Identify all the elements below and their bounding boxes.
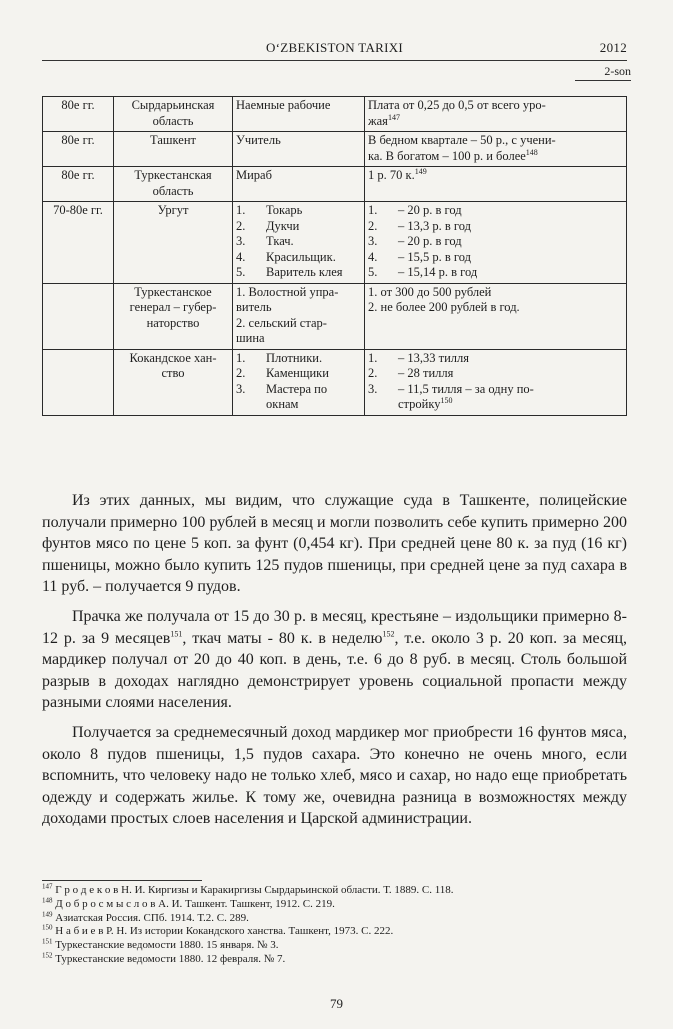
cell-line: ка. В богатом – 100 р. и более$^{148}$: [368, 147, 538, 163]
cell-line: 4. Красильщик.: [236, 249, 336, 264]
item-number: 3.: [236, 381, 246, 396]
cell-line: 2. не более 200 рублей в год.: [368, 300, 520, 314]
cell-region: [114, 97, 233, 132]
cell-line: Мираб: [236, 168, 272, 182]
footnote-ref: 149: [414, 166, 427, 176]
cell-line: Наемные рабочие: [236, 98, 331, 112]
issue-number: 2-son: [604, 64, 631, 78]
cell-pay: [365, 349, 627, 415]
item-number: 2.: [368, 218, 378, 233]
item-number: 1.: [368, 203, 378, 217]
cell-line: область: [152, 113, 194, 128]
cell-occupation: [233, 283, 365, 349]
cell-line: Сырдарьинская: [131, 98, 215, 112]
cell-occupation: [233, 97, 365, 132]
item-number: 3.: [368, 234, 378, 248]
item-number: 4.: [236, 249, 246, 264]
cell-region: [114, 132, 233, 167]
cell-period: 80е гг.: [43, 97, 114, 132]
table-row: [43, 167, 627, 202]
footnote-number: 147: [42, 882, 53, 891]
cell-line: 5. Варитель клея: [236, 265, 343, 279]
cell-occupation: [233, 132, 365, 167]
cell-pay: [365, 97, 627, 132]
cell-line: Плата от 0,25 до 0,5 от всего уро-: [368, 98, 546, 112]
footnote-number: 151: [42, 937, 53, 946]
footnote-number: 148: [42, 896, 53, 905]
footnote-ref: 148: [525, 147, 538, 157]
cell-line: область: [152, 183, 194, 198]
footnote: $^{151}$ Туркестанские ведомости 1880. 15 января. № 3.: [42, 937, 279, 952]
table-row: [43, 202, 627, 284]
cell-line: 1. Токарь: [236, 203, 303, 217]
cell-region: [114, 167, 233, 202]
paragraph: Получается за среднемесячный доход мардикер мог приобрести 16 фунтов мяса, около 8 пудов пшеницы, 1,5 пудов сахара. Это конечно не очень много, если вспомнить, что человеку надо не только хлеб, мясо и сахар, но надо еще приобретать одежду и содержать жилье. К тому же, очевидна разница в возможностях между доходами простых слоев населения и Царской администрации.: [42, 723, 627, 828]
cell-line: 3. – 11,5 тилля – за одну по-: [368, 381, 534, 396]
footnote-ref: 151: [170, 629, 183, 639]
cell-line: Туркестанская: [134, 168, 212, 182]
paragraph: Из этих данных, мы видим, что служащие суда в Ташкенте, полицейские получали примерно 100 рублей в месяц и могли позволить себе купить примерно 200 фунтов мясо по цене 5 коп. за фунт (0,454 кг). При средней цене 80 к. за пуд (16 кг) пшеницы, можно было купить 125 пудов пшеницы, при средней цене за пуд сахара в 11 руб. – получается 9 пудов.: [42, 492, 627, 596]
cell-region: [114, 283, 233, 349]
cell-line: генерал – губер-: [129, 300, 217, 314]
cell-period: [43, 283, 114, 349]
cell-line: 4. – 15,5 р. в год: [368, 249, 471, 264]
cell-line: шина: [236, 331, 265, 345]
cell-pay: [365, 202, 627, 284]
cell-occupation: [233, 202, 365, 284]
item-number: 1.: [368, 350, 378, 365]
item-number: 3.: [368, 381, 378, 396]
cell-pay: [365, 132, 627, 167]
page-number: 79: [330, 996, 343, 1011]
table-row: [43, 97, 627, 132]
item-number: 1.: [236, 350, 246, 365]
footnote: $^{148}$ Д о б р о с м ы с л о в А. И. Ташкент. Ташкент, 1912. С. 219.: [42, 896, 335, 910]
issue-rule: [575, 80, 631, 81]
cell-line: 3. Ткач.: [236, 234, 294, 248]
cell-line: В бедном квартале – 50 р., с учени-: [368, 133, 556, 147]
cell-line: 2. Каменщики: [236, 366, 329, 380]
issue-year: 2012: [599, 40, 627, 55]
footnote: $^{149}$ Азиатская Россия. СПб. 1914. Т.2. С. 289.: [42, 909, 249, 924]
item-number: 2.: [368, 366, 378, 380]
footnote-ref: 152: [382, 629, 395, 639]
cell-line: 1. – 20 р. в год: [368, 203, 462, 217]
cell-period: 80е гг.: [43, 167, 114, 202]
cell-line: окнам: [266, 397, 299, 411]
table-row: [43, 132, 627, 167]
cell-line: 1. Волостной упра-: [236, 284, 339, 299]
item-number: 2.: [236, 218, 246, 233]
paragraph: Прачка же получала от 15 до 30 р. в месяц, крестьяне – издольщики примерно 8-12 р. за 9 месяцев$^{151}$, ткач маты - 80 к. в неделю$^{152}$, т.е. около 3 р. 20 коп. за месяц, мардикер получал от 20 до 40 коп. в день, т.е. 6 до 8 руб. в месяц. Столь большой разрыв в доходах наглядно демонстрирует уровень социальной пропасти между разными слоями населения.: [42, 607, 628, 712]
table-row: [43, 283, 627, 349]
item-number: 3.: [236, 234, 246, 248]
cell-line: ство: [161, 366, 185, 380]
item-number: 4.: [368, 249, 378, 264]
cell-period: [43, 349, 114, 415]
footnote-rule: [42, 880, 202, 881]
cell-line: Кокандское хан-: [129, 350, 217, 365]
wage-table-body: [43, 97, 627, 416]
cell-line: 3. Мастера по: [236, 381, 328, 396]
cell-line: наторство: [146, 315, 200, 330]
footnote-number: 150: [42, 923, 53, 932]
cell-line: 2. Дукчи: [236, 218, 300, 233]
footnote-ref: 150: [440, 395, 453, 405]
cell-occupation: [233, 349, 365, 415]
cell-occupation: [233, 167, 365, 202]
body-text: [42, 490, 627, 838]
cell-line: 5. – 15,14 р. в год: [368, 265, 478, 279]
cell-period: 70-80е гг.: [43, 202, 114, 284]
cell-pay: [365, 167, 627, 202]
cell-line: 2. – 28 тилля: [368, 366, 454, 380]
cell-line: 1. от 300 до 500 рублей: [368, 284, 492, 299]
cell-line: Туркестанское: [134, 284, 212, 299]
journal-title: O‘ZBEKISTON TARIXI: [265, 40, 404, 55]
cell-line: 1. – 13,33 тилля: [368, 350, 470, 365]
running-header: [42, 38, 627, 61]
footnote-ref: 147: [387, 112, 400, 122]
cell-line: стройку$^{150}$: [398, 395, 453, 411]
footnote: $^{152}$ Туркестанские ведомости 1880. 12 февраля. № 7.: [42, 951, 286, 965]
cell-line: 3. – 20 р. в год: [368, 234, 462, 248]
table-row: [43, 349, 627, 415]
footnote-number: 149: [42, 909, 53, 918]
cell-line: жая$^{147}$: [368, 112, 400, 128]
cell-region: [114, 349, 233, 415]
cell-line: 2. – 13,3 р. в год: [368, 218, 471, 233]
footnote: $^{147}$ Г р о д е к о в Н. И. Киргизы и Каракиргизы Сырдарьинской области. Т. 1889. С. 118.: [42, 882, 454, 896]
footnote: $^{150}$ Н а б и е в Р. Н. Из истории Кокандского ханства. Ташкент, 1973. С. 222.: [42, 923, 394, 938]
cell-line: Учитель: [236, 133, 281, 147]
item-number: 2.: [236, 366, 246, 380]
cell-line: Ташкент: [150, 133, 196, 147]
item-number: 5.: [236, 265, 246, 279]
cell-region: [114, 202, 233, 284]
item-number: 1.: [236, 203, 246, 217]
footnote-number: 152: [42, 951, 53, 960]
cell-pay: [365, 283, 627, 349]
cell-line: 2. сельский стар-: [236, 315, 327, 330]
cell-line: 1. Плотники.: [236, 350, 323, 365]
cell-line: Ургут: [157, 203, 189, 217]
cell-line: витель: [236, 300, 272, 314]
footnotes: [42, 884, 627, 967]
item-number: 5.: [368, 265, 378, 279]
wage-table: [42, 96, 627, 416]
cell-period: 80е гг.: [43, 132, 114, 167]
cell-line: 1 р. 70 к.$^{149}$: [368, 166, 427, 182]
